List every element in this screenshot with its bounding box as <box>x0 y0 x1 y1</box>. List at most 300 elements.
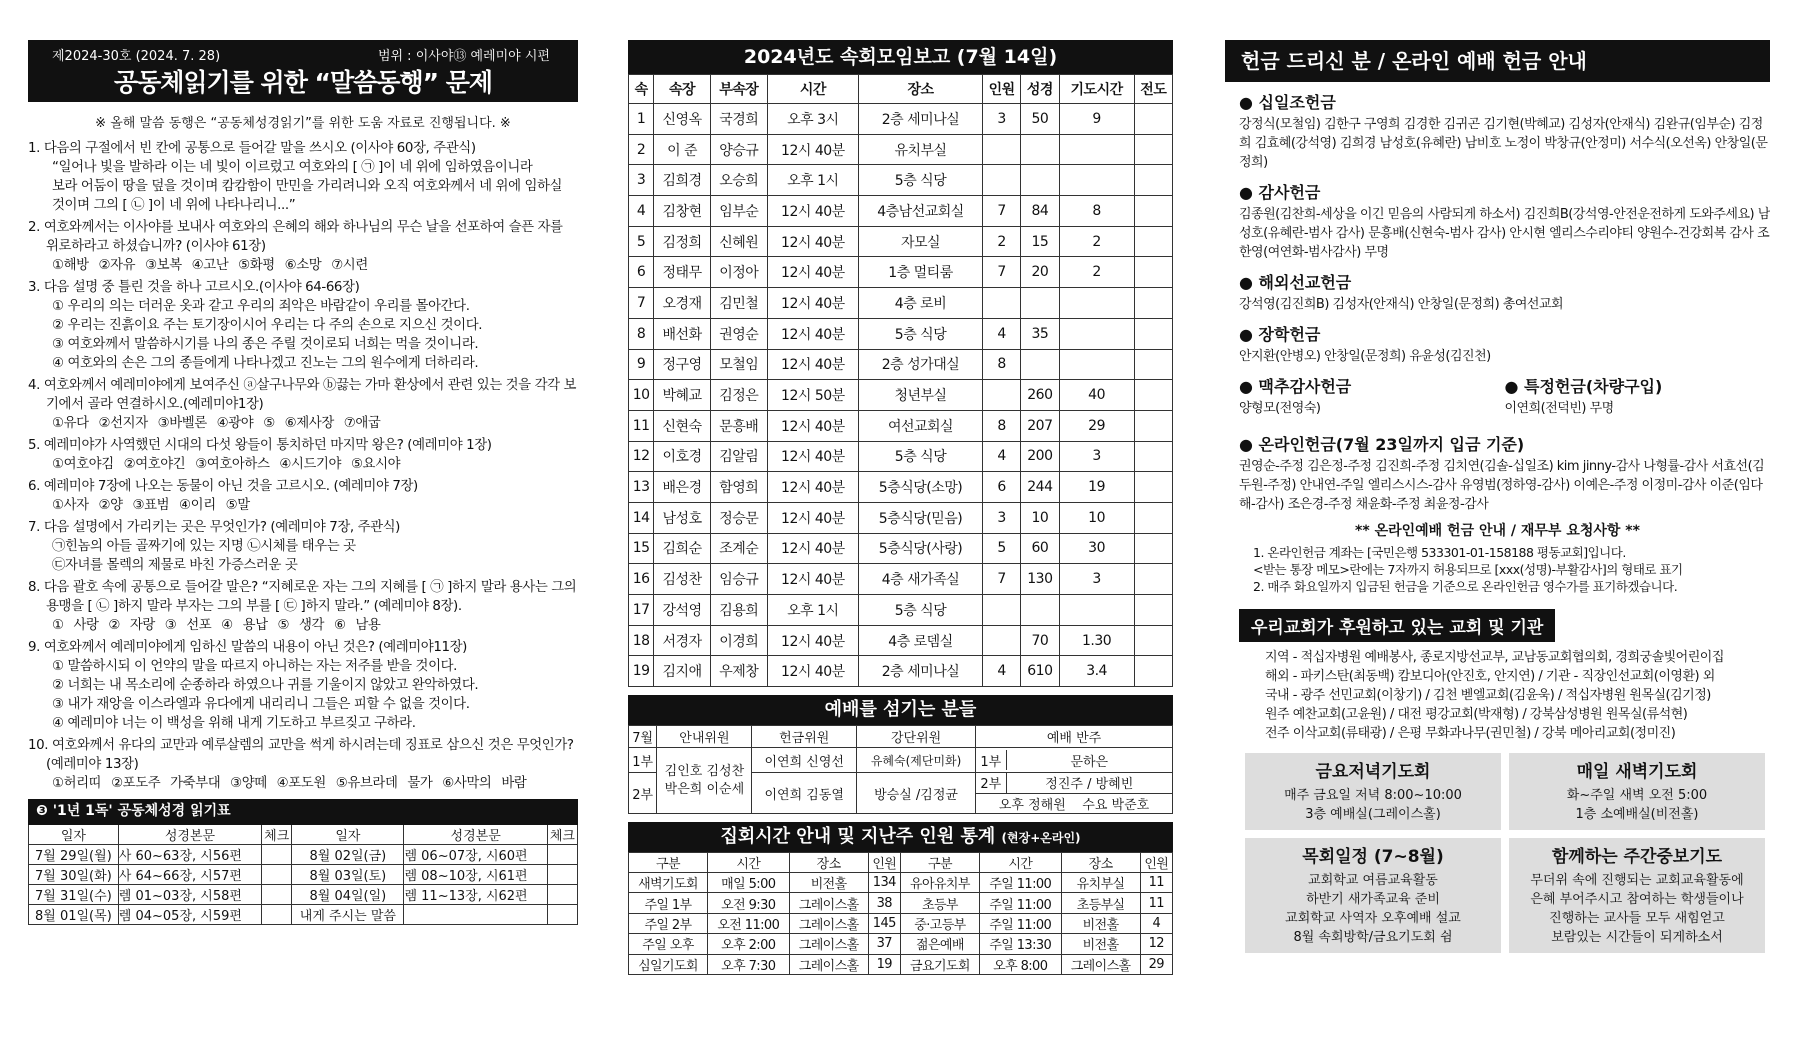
report-cell: 84 <box>1021 196 1059 227</box>
offering-names: 이연희(전덕빈) 무명 <box>1504 401 1614 416</box>
report-cell: 5층식당(믿음) <box>859 502 983 533</box>
report-row <box>629 104 1173 135</box>
plan-row <box>29 865 578 885</box>
report-cell <box>1059 595 1134 626</box>
report-cell: 12 <box>629 441 654 472</box>
report-cell: 3 <box>982 104 1020 135</box>
issue-range: 범위 : 이사야⑬ 예레미야 시편 <box>377 48 550 64</box>
stats-cell: 11 <box>1140 873 1172 893</box>
report-cell <box>1134 625 1172 656</box>
serve-acc-2 <box>976 773 1173 814</box>
report-cell: 4 <box>982 318 1020 349</box>
report-cell: 정태무 <box>654 257 711 288</box>
offering-vehicle <box>1505 374 1771 424</box>
report-cell: 국경희 <box>710 104 767 135</box>
report-cell: 유치부실 <box>859 134 983 165</box>
stats-cell: 19 <box>868 954 900 974</box>
stats-cell: 오후 8:00 <box>979 954 1061 974</box>
question-list <box>28 139 578 793</box>
report-cell: 4 <box>629 196 654 227</box>
info-box-title: 매일 새벽기도회 <box>1576 762 1698 782</box>
question <box>28 218 578 275</box>
stats-cell: 오후 2:00 <box>707 934 789 954</box>
plan-cell: 8월 01일(목) <box>29 905 119 925</box>
stats-header: 시간 <box>979 853 1061 873</box>
report-row <box>629 564 1173 595</box>
offering-barley <box>1239 374 1505 424</box>
question <box>28 578 578 635</box>
report-cell: 4층 새가족실 <box>859 564 983 595</box>
plan-cell <box>547 865 577 885</box>
info-box-line: 화~주일 새벽 오전 5:00 <box>1566 788 1708 803</box>
plan-header: 성경본문 <box>404 824 547 845</box>
offering-names: 안지환(안병오) 안창일(문정희) 유윤성(김진천) <box>1239 349 1491 364</box>
report-cell <box>982 625 1020 656</box>
report-cell: 610 <box>1021 656 1059 687</box>
question-options: ① 사랑 ② 자랑 ③ 선포 ④ 용납 ⑤ 생각 ⑥ 남용 <box>52 618 381 633</box>
report-cell: 15 <box>629 533 654 564</box>
report-cell <box>1134 165 1172 196</box>
stats-row <box>629 954 1173 974</box>
stats-row <box>629 913 1173 933</box>
serve-header: 강단위원 <box>857 726 976 748</box>
report-cell: 6 <box>629 257 654 288</box>
report-cell: 5층 식당 <box>859 441 983 472</box>
stats-header: 구분 <box>629 853 708 873</box>
report-row <box>629 410 1173 441</box>
question-line: 것이며 그의 [ ㉡ ]이 네 위에 나타나리니...” <box>52 198 296 213</box>
report-header: 부속장 <box>710 75 767 104</box>
report-header: 장소 <box>859 75 983 104</box>
report-cell: 13 <box>629 472 654 503</box>
info-box-line: 무더위 속에 진행되는 교회교육활동에 <box>1530 873 1744 888</box>
question-text: 9. 여호와께서 예레미야에게 임하신 말씀의 내용이 아닌 것은? (예레미야11장) <box>28 640 467 655</box>
stats-header: 인원 <box>1140 853 1172 873</box>
stats-cell: 134 <box>868 873 900 893</box>
report-cell <box>1059 134 1134 165</box>
report-cell: 김민철 <box>710 288 767 319</box>
report-cell: 260 <box>1021 380 1059 411</box>
stats-cell: 그레이스홀 <box>789 954 868 974</box>
stats-cell: 초등부실 <box>1061 893 1140 913</box>
offering-heading: ● 해외선교헌금 <box>1239 270 1770 293</box>
question-line: ③ 내가 재앙을 이스라엘과 유다에게 내리리니 그들은 피할 수 없을 것이다. <box>52 697 470 712</box>
stats-cell: 주일 13:30 <box>979 934 1061 954</box>
stats-cell: 11 <box>1140 893 1172 913</box>
info-box-title: 금요저녁기도회 <box>1315 762 1431 782</box>
report-cell: 5 <box>982 533 1020 564</box>
stats-cell: 12 <box>1140 934 1172 954</box>
plan-cell: 렘 08~10장, 시61편 <box>404 865 547 885</box>
report-cell: 7 <box>629 288 654 319</box>
report-cell: 3.4 <box>1059 656 1134 687</box>
report-cell <box>982 595 1020 626</box>
question-options: ①허리띠 ②포도주 가죽부대 ③양떼 ④포도원 ⑤유브라데 물가 ⑥사막의 바람 <box>52 776 527 791</box>
stats-cell: 주일 2부 <box>629 913 708 933</box>
report-cell: 김희순 <box>654 533 711 564</box>
stats-cell: 유치부실 <box>1061 873 1140 893</box>
report-cell: 김창현 <box>654 196 711 227</box>
plan-row <box>29 905 578 925</box>
stats-table <box>628 852 1173 975</box>
report-header: 기도시간 <box>1059 75 1134 104</box>
info-box-line: 1층 소예배실(비전홀) <box>1575 807 1699 822</box>
report-row <box>629 595 1173 626</box>
stats-cell: 금요기도회 <box>900 954 979 974</box>
report-cell: 12시 40분 <box>767 257 858 288</box>
stats-cell: 오전 11:00 <box>707 913 789 933</box>
report-cell <box>1021 165 1059 196</box>
report-row <box>629 257 1173 288</box>
stats-cell: 비전홀 <box>789 873 868 893</box>
stats-header: 장소 <box>789 853 868 873</box>
report-cell: 신혜원 <box>710 226 767 257</box>
report-cell: 문흥배 <box>710 410 767 441</box>
stats-cell: 그레이스홀 <box>789 913 868 933</box>
acc-afternoon: 오후 정해원 <box>998 797 1066 813</box>
serve-pulpit-1: 유혜숙(제단미화) <box>857 748 976 773</box>
cell-report-table <box>628 74 1173 687</box>
report-cell: 2 <box>629 134 654 165</box>
acc-row-3 <box>976 793 1172 813</box>
support-line: 원주 예찬교회(고윤원) / 대전 평강교회(박재형) / 강북삼성병원 원목실(류석현) <box>1265 707 1688 722</box>
column-quiz <box>28 40 578 925</box>
offering-names: 김종원(김찬희-세상을 이긴 믿음의 사람되게 하소서) 김진희B(강석영-안전운전하게 도와주세요) 남성호(유혜란-범사 감사) 문흥배(신현숙-범사 감사) 안시현 엘리스수리야티 양원수-건강회복 감사 조한영(여연화-범사감사) 무명 <box>1239 207 1770 260</box>
stats-cell: 중·고등부 <box>900 913 979 933</box>
report-cell: 70 <box>1021 625 1059 656</box>
report-header: 인원 <box>982 75 1020 104</box>
report-cell: 29 <box>1059 410 1134 441</box>
report-header: 속장 <box>654 75 711 104</box>
report-header: 속 <box>629 75 654 104</box>
report-cell: 8 <box>982 349 1020 380</box>
question-line: ① 우리의 의는 더러운 옷과 같고 우리의 죄악은 바람같이 우리를 몰아간다. <box>52 299 470 314</box>
info-boxes <box>1245 753 1765 953</box>
question-text: 8. 다음 괄호 속에 공통으로 들어갈 말은? “지혜로운 자는 그의 지혜를 [ ㉠ ]하지 말라 용사는 그의 용맹을 [ ㉡ ]하지 말라 부자는 그의 부를 [ ㉢ ]하지 말라.” (예레미야 8장). <box>28 580 577 614</box>
question-text: 4. 여호와께서 예레미야에게 보여주신 ⓐ살구나무와 ⓑ끓는 가마 환상에서 관련 있는 것을 각각 보기에서 골라 연결하시오.(예레미야1장) <box>28 378 577 412</box>
report-cell <box>1021 134 1059 165</box>
question <box>28 736 578 793</box>
info-box <box>1245 838 1501 953</box>
report-cell <box>1134 196 1172 227</box>
stats-cell: 29 <box>1140 954 1172 974</box>
info-box-title: 함께하는 주간중보기도 <box>1551 847 1723 867</box>
report-cell <box>1134 656 1172 687</box>
plan-cell: 렘 04~05장, 시59편 <box>118 905 261 925</box>
report-cell: 오후 1시 <box>767 595 858 626</box>
question-options: ①유다 ②선지자 ③바벨론 ④광야 ⑤ ⑥제사장 ⑦애굽 <box>52 416 381 431</box>
plan-cell: 7월 29일(월) <box>29 845 119 865</box>
stats-title <box>628 822 1173 852</box>
report-cell: 12시 40분 <box>767 226 858 257</box>
plan-row <box>29 845 578 865</box>
report-cell: 10 <box>1021 502 1059 533</box>
report-cell: 이경희 <box>710 625 767 656</box>
report-cell: 배은경 <box>654 472 711 503</box>
report-cell: 12시 40분 <box>767 349 858 380</box>
report-cell: 6 <box>982 472 1020 503</box>
report-cell: 3 <box>1059 441 1134 472</box>
reading-plan-table <box>28 823 578 925</box>
notice-line: <받는 통장 메모>란에는 7자까지 허용되므로 [xxx(성명)-부활감사]의 형태로 표기 <box>1253 562 1683 577</box>
info-box-line: 은혜 부어주시고 참여하는 학생들이나 <box>1530 892 1744 907</box>
offering-group <box>1239 322 1770 366</box>
plan-header: 일자 <box>29 824 119 845</box>
notice-line: 1. 온라인헌금 계좌는 [국민은행 533301-01-158188 평동교회]입니다. <box>1253 545 1626 560</box>
report-cell <box>1134 257 1172 288</box>
report-cell: 서경자 <box>654 625 711 656</box>
question-line: ② 우리는 진흙이요 주는 토기장이시어 우리는 다 주의 손으로 지으신 것이다. <box>52 318 483 333</box>
report-cell: 신현숙 <box>654 410 711 441</box>
stats-row <box>629 893 1173 913</box>
support-list <box>1225 648 1770 743</box>
report-cell: 2층 성가대실 <box>859 349 983 380</box>
stats-cell: 그레이스홀 <box>789 934 868 954</box>
acc-label-2: 2부 <box>976 773 1006 793</box>
report-row <box>629 318 1173 349</box>
support-line: 지역 - 적십자병원 예배봉사, 종로지방선교부, 교남동교회협의회, 경희궁솔빛어린이집 <box>1265 650 1724 665</box>
question-line: ① 말씀하시되 이 언약의 말을 따르지 아니하는 자는 저주를 받을 것이다. <box>52 659 458 674</box>
report-row <box>629 349 1173 380</box>
cell-report-title: 2024년도 속회모임보고 (7월 14일) <box>628 40 1173 74</box>
report-cell: 우제창 <box>710 656 767 687</box>
stats-header: 구분 <box>900 853 979 873</box>
quiz-intro: ※ 올해 말씀 동행은 “공동체성경읽기”를 위한 도움 자료로 진행됩니다. ※ <box>95 116 511 131</box>
report-cell: 3 <box>982 502 1020 533</box>
stats-note: (현장+온라인) <box>1001 831 1081 846</box>
stats-cell: 주일 오후 <box>629 934 708 954</box>
report-row <box>629 165 1173 196</box>
stats-cell: 38 <box>868 893 900 913</box>
offering-heading: ● 온라인헌금(7월 23일까지 입금 기준) <box>1239 432 1770 455</box>
acc-wednesday: 수요 박준호 <box>1082 797 1150 813</box>
stats-header: 장소 <box>1061 853 1140 873</box>
serve-offer-2: 이연희 김동열 <box>752 773 857 814</box>
report-cell: 12시 40분 <box>767 502 858 533</box>
serve-title: 예배를 섬기는 분들 <box>628 695 1173 725</box>
serve-header: 안내위원 <box>657 726 752 748</box>
report-cell: 19 <box>1059 472 1134 503</box>
question <box>28 518 578 575</box>
report-cell: 12시 40분 <box>767 564 858 595</box>
support-line: 국내 - 광주 선민교회(이창기) / 김천 벧엘교회(김윤욱) / 적십자병원 원목실(김기정) <box>1265 688 1711 703</box>
plan-cell: 렘 06~07장, 시60편 <box>404 845 547 865</box>
report-row <box>629 441 1173 472</box>
serve-table <box>628 725 1173 814</box>
offering-names: 강석영(김진희B) 김성자(안재식) 안창일(문정희) 총여선교회 <box>1239 297 1564 312</box>
support-line: 해외 - 파키스탄(최동백) 캄보디아(안진호, 안지연) / 기관 - 직장인선교회(이영환) 외 <box>1265 669 1715 684</box>
info-box-line: 8월 속회방학/금요기도회 쉼 <box>1293 930 1453 945</box>
report-cell: 30 <box>1059 533 1134 564</box>
report-cell: 12시 40분 <box>767 318 858 349</box>
report-cell: 임부순 <box>710 196 767 227</box>
report-cell: 1.30 <box>1059 625 1134 656</box>
question-line: ② 너희는 내 목소리에 순종하라 하였으나 귀를 기울이지 않았고 완악하였다. <box>52 678 479 693</box>
report-cell <box>1134 564 1172 595</box>
plan-cell: 사 64~66장, 시57편 <box>118 865 261 885</box>
info-box <box>1245 753 1501 830</box>
plan-header: 체크 <box>547 824 577 845</box>
serve-header: 예배 반주 <box>976 726 1173 748</box>
plan-cell: 렘 01~03장, 시58편 <box>118 885 261 905</box>
report-cell <box>982 165 1020 196</box>
acc-name-2: 정진주 / 방혜빈 <box>1006 773 1172 793</box>
report-cell: 김정은 <box>710 380 767 411</box>
report-cell: 18 <box>629 625 654 656</box>
report-cell: 함영희 <box>710 472 767 503</box>
info-box-line: 교회학교 여름교육활동 <box>1308 873 1438 888</box>
report-cell: 1 <box>629 104 654 135</box>
question-line: ④ 여호와의 손은 그의 종들에게 나타나겠고 진노는 그의 원수에게 더하리라. <box>52 356 479 371</box>
acc-label-1: 1부 <box>976 750 1006 770</box>
question-text: 3. 다음 설명 중 틀린 것을 하나 고르시오.(이사야 64-66장) <box>28 280 360 295</box>
report-cell: 11 <box>629 410 654 441</box>
report-row <box>629 380 1173 411</box>
info-box <box>1509 753 1765 830</box>
report-header: 성경 <box>1021 75 1059 104</box>
question <box>28 139 578 215</box>
report-cell <box>1059 165 1134 196</box>
acc-name-1: 문하은 <box>1070 754 1109 770</box>
report-cell: 남성호 <box>654 502 711 533</box>
stats-title-text: 집회시간 안내 및 지난주 인원 통계 <box>720 826 996 848</box>
report-cell <box>1021 349 1059 380</box>
info-box-line: 교회학교 사역자 오후예배 설교 <box>1285 911 1461 926</box>
report-cell: 244 <box>1021 472 1059 503</box>
report-cell: 모철임 <box>710 349 767 380</box>
plan-cell: 8월 04일(일) <box>292 885 404 905</box>
info-box <box>1509 838 1765 953</box>
report-cell: 17 <box>629 595 654 626</box>
notice-line: 2. 매주 화요일까지 입금된 헌금을 기준으로 온라인헌금 영수가를 표기하겠습니다. <box>1253 579 1678 594</box>
plan-header: 성경본문 <box>118 824 261 845</box>
serve-header: 7월 <box>629 726 657 748</box>
report-cell <box>1134 472 1172 503</box>
plan-cell <box>547 905 577 925</box>
question <box>28 436 578 474</box>
report-cell: 207 <box>1021 410 1059 441</box>
report-cell: 조계순 <box>710 533 767 564</box>
serve-pulpit-2: 방승실 /김정균 <box>857 773 976 814</box>
report-cell: 12시 40분 <box>767 625 858 656</box>
report-cell: 오후 3시 <box>767 104 858 135</box>
support-line: 전주 이삭교회(류태광) / 은평 무화과나무(권민철) / 강북 메아리교회(정미진) <box>1265 726 1676 741</box>
question-line: “일어나 빛을 발하라 이는 네 빛이 이르렀고 여호와의 [ ㉠ ]이 네 위에 임하였음이니라 <box>52 160 533 175</box>
report-cell <box>1134 380 1172 411</box>
report-cell: 김정희 <box>654 226 711 257</box>
report-cell: 1층 멀티룸 <box>859 257 983 288</box>
column-reports <box>628 40 1173 975</box>
plan-cell: 사 60~63장, 시56편 <box>118 845 261 865</box>
report-cell: 14 <box>629 502 654 533</box>
report-cell: 4층 로비 <box>859 288 983 319</box>
report-cell: 정승문 <box>710 502 767 533</box>
report-cell: 8 <box>982 410 1020 441</box>
report-row <box>629 134 1173 165</box>
report-cell: 김지애 <box>654 656 711 687</box>
report-cell: 오승희 <box>710 165 767 196</box>
report-cell <box>1134 349 1172 380</box>
report-cell <box>1134 318 1172 349</box>
stats-cell: 심일기도회 <box>629 954 708 974</box>
question-options: ①해방 ②자유 ③보복 ④고난 ⑤화평 ⑥소망 ⑦시련 <box>52 258 368 273</box>
question-text: 7. 다음 설명에서 가리키는 곳은 무엇인가? (예레미야 7장, 주관식) <box>28 520 401 535</box>
stats-cell: 초등부 <box>900 893 979 913</box>
stats-cell: 주일 1부 <box>629 893 708 913</box>
report-cell: 16 <box>629 564 654 595</box>
info-box-line: 3층 예배실(그레이스홀) <box>1305 807 1441 822</box>
question <box>28 278 578 373</box>
offering-names: 권영순-주정 김은정-주정 김진희-주정 김치연(김솔-십일조) kim jinny-감사 나형률-감사 서효선(김두원-주정) 안내연-주일 엘리스시스-감사 유영범(정하영-감사) 이예은-주정 이정미-감사 이준(임다해-감사) 조은경-주정 채윤화-주정 최윤정-감사 <box>1239 459 1765 512</box>
report-cell: 5층식당(사랑) <box>859 533 983 564</box>
offering-heading: ● 감사헌금 <box>1239 180 1770 203</box>
report-row <box>629 226 1173 257</box>
report-cell <box>1059 349 1134 380</box>
report-cell: 4층 로뎀실 <box>859 625 983 656</box>
report-cell: 10 <box>1059 502 1134 533</box>
question-line: 보라 어둠이 땅을 덮을 것이며 캄캄함이 만민을 가리려니와 오직 여호와께서 네 위에 임하실 <box>52 179 563 194</box>
report-row <box>629 533 1173 564</box>
report-cell: 50 <box>1021 104 1059 135</box>
report-cell: 오경재 <box>654 288 711 319</box>
report-cell: 양승규 <box>710 134 767 165</box>
report-cell: 신영옥 <box>654 104 711 135</box>
report-cell: 12시 40분 <box>767 656 858 687</box>
info-box-line: 진행하는 교사들 모두 새힘얻고 <box>1549 911 1725 926</box>
report-cell: 이 준 <box>654 134 711 165</box>
stats-header: 시간 <box>707 853 789 873</box>
plan-cell <box>262 845 292 865</box>
report-cell: 8 <box>1059 196 1134 227</box>
report-cell: 김성찬 <box>654 564 711 595</box>
report-cell: 임승규 <box>710 564 767 595</box>
report-cell: 5층 식당 <box>859 595 983 626</box>
report-cell: 청년부실 <box>859 380 983 411</box>
report-cell <box>1134 410 1172 441</box>
report-cell: 130 <box>1021 564 1059 595</box>
report-header: 전도 <box>1134 75 1172 104</box>
report-cell: 이호경 <box>654 441 711 472</box>
report-cell: 9 <box>1059 104 1134 135</box>
plan-cell <box>547 885 577 905</box>
report-cell: 권영순 <box>710 318 767 349</box>
report-cell: 12시 40분 <box>767 196 858 227</box>
offering-online <box>1239 432 1770 514</box>
stats-row <box>629 873 1173 893</box>
question-text: 6. 예레미야 7장에 나오는 동물이 아닌 것을 고르시오. (예레미야 7장) <box>28 479 418 494</box>
offering-names: 양형모(전영숙) <box>1239 401 1321 416</box>
offering-names: 강정식(모철임) 김한구 구영희 김경한 김귀곤 김기현(박혜교) 김성자(안재식) 김완규(임부순) 김정희 김효혜(강석영) 김희경 남성호(유혜란) 남비호 노정이 박창규(안정미) 서수식(오선옥) 안창일(문정희) <box>1239 117 1768 170</box>
report-cell <box>1134 441 1172 472</box>
offering-pair <box>1239 374 1770 424</box>
report-cell: 2 <box>1059 257 1134 288</box>
stats-cell: 37 <box>868 934 900 954</box>
report-cell: 이정아 <box>710 257 767 288</box>
report-cell: 35 <box>1021 318 1059 349</box>
offering-heading: ● 장학헌금 <box>1239 322 1770 345</box>
report-cell: 12시 40분 <box>767 472 858 503</box>
report-cell: 12시 40분 <box>767 441 858 472</box>
report-cell: 김희경 <box>654 165 711 196</box>
serve-acc-1 <box>976 748 1173 773</box>
plan-cell <box>404 905 547 925</box>
offering-group <box>1239 180 1770 262</box>
report-cell <box>982 134 1020 165</box>
report-cell: 3 <box>629 165 654 196</box>
offering-heading: ● 십일조헌금 <box>1239 90 1770 113</box>
question-text: 2. 여호와께서는 이사야를 보내사 여호와의 은혜의 해와 하나님의 무슨 날을 선포하여 슬픈 자를 위로하라고 하셨습니까? (이사야 61장) <box>28 220 563 254</box>
question-options: ①사자 ②양 ③표범 ④이리 ⑤말 <box>52 498 250 513</box>
